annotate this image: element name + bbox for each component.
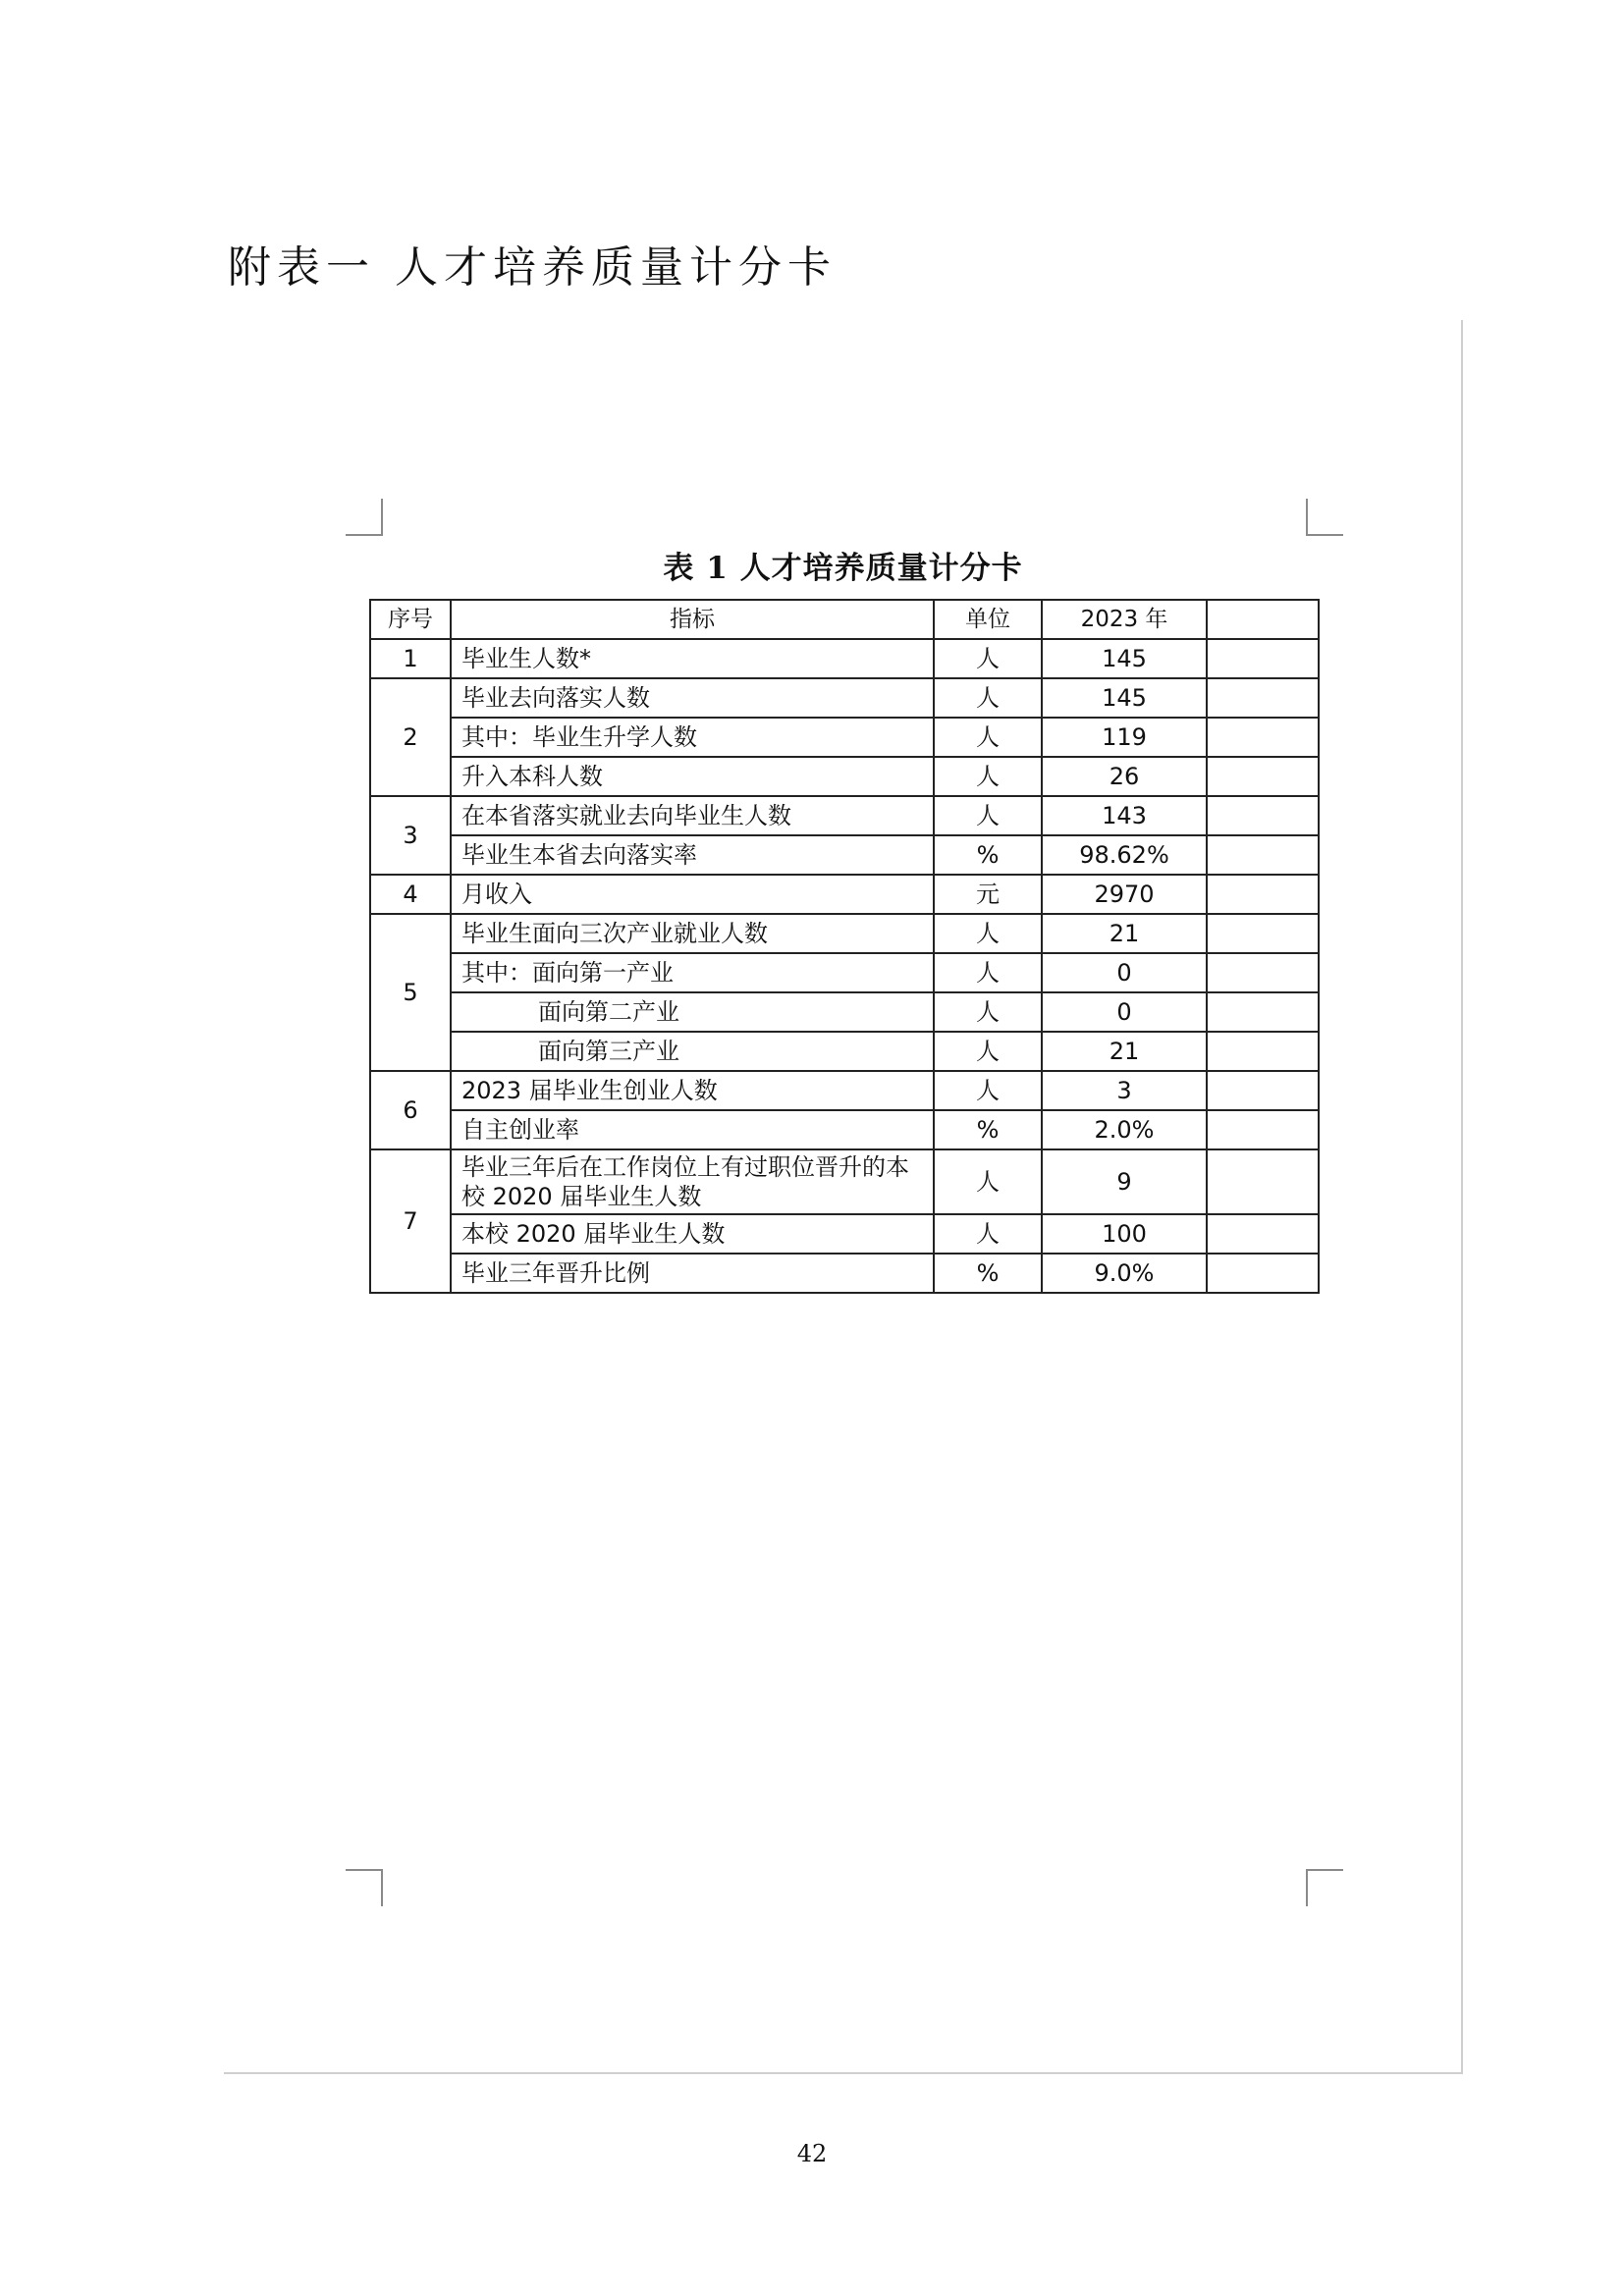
seq-cell: 1 [370, 639, 451, 678]
blank-cell [1207, 718, 1319, 757]
unit-cell: 元 [934, 875, 1042, 914]
value-cell: 0 [1042, 992, 1207, 1032]
table-row [370, 678, 1319, 718]
unit-cell: 人 [934, 757, 1042, 796]
value-cell: 143 [1042, 796, 1207, 835]
table-row [370, 1254, 1319, 1293]
unit-cell: 人 [934, 796, 1042, 835]
unit-cell: % [934, 835, 1042, 875]
blank-cell [1207, 1032, 1319, 1071]
table-row [370, 1110, 1319, 1149]
unit-cell: 人 [934, 1214, 1042, 1254]
blank-cell [1207, 992, 1319, 1032]
indicator-cell: 在本省落实就业去向毕业生人数 [451, 796, 934, 835]
value-cell: 145 [1042, 639, 1207, 678]
table-row [370, 992, 1319, 1032]
value-cell: 26 [1042, 757, 1207, 796]
table-row [370, 953, 1319, 992]
blank-cell [1207, 1110, 1319, 1149]
value-cell: 119 [1042, 718, 1207, 757]
crop-mark-top-right [1306, 499, 1343, 536]
page-frame-bottom-edge [224, 2072, 1463, 2074]
blank-cell [1207, 1149, 1319, 1214]
unit-cell: 人 [934, 718, 1042, 757]
value-cell: 98.62% [1042, 835, 1207, 875]
value-cell: 2.0% [1042, 1110, 1207, 1149]
value-cell: 2970 [1042, 875, 1207, 914]
table-row [370, 914, 1319, 953]
unit-cell: 人 [934, 1032, 1042, 1071]
blank-cell [1207, 914, 1319, 953]
table-row [370, 718, 1319, 757]
column-header-unit: 单位 [934, 600, 1042, 639]
seq-cell: 5 [370, 914, 451, 1071]
value-cell: 9 [1042, 1149, 1207, 1214]
table-row [370, 639, 1319, 678]
table-row [370, 1149, 1319, 1214]
column-header-seq: 序号 [370, 600, 451, 639]
indicator-cell: 其中：面向第一产业 [451, 953, 934, 992]
blank-cell [1207, 1214, 1319, 1254]
column-header-blank [1207, 600, 1319, 639]
blank-cell [1207, 796, 1319, 835]
value-cell: 0 [1042, 953, 1207, 992]
unit-cell: 人 [934, 914, 1042, 953]
indicator-cell: 毕业生人数* [451, 639, 934, 678]
unit-cell: 人 [934, 639, 1042, 678]
indicator-cell: 毕业三年晋升比例 [451, 1254, 934, 1293]
blank-cell [1207, 639, 1319, 678]
seq-cell: 4 [370, 875, 451, 914]
indicator-cell: 月收入 [451, 875, 934, 914]
blank-cell [1207, 835, 1319, 875]
seq-cell: 6 [370, 1071, 451, 1149]
unit-cell: % [934, 1254, 1042, 1293]
table-row [370, 835, 1319, 875]
table-row [370, 875, 1319, 914]
value-cell: 100 [1042, 1214, 1207, 1254]
value-cell: 21 [1042, 914, 1207, 953]
table-row [370, 1214, 1319, 1254]
table-header-row [370, 600, 1319, 639]
blank-cell [1207, 678, 1319, 718]
blank-cell [1207, 875, 1319, 914]
seq-cell: 3 [370, 796, 451, 875]
column-header-indicator: 指标 [451, 600, 934, 639]
table-row [370, 1071, 1319, 1110]
indicator-cell: 毕业生面向三次产业就业人数 [451, 914, 934, 953]
seq-cell: 2 [370, 678, 451, 796]
seq-cell: 7 [370, 1149, 451, 1293]
value-cell: 9.0% [1042, 1254, 1207, 1293]
crop-mark-bottom-right [1306, 1869, 1343, 1906]
indicator-cell: 面向第三产业 [451, 1032, 934, 1071]
indicator-cell: 其中：毕业生升学人数 [451, 718, 934, 757]
blank-cell [1207, 1254, 1319, 1293]
unit-cell: 人 [934, 1149, 1042, 1214]
crop-mark-top-left [346, 499, 383, 536]
indicator-cell: 自主创业率 [451, 1110, 934, 1149]
value-cell: 145 [1042, 678, 1207, 718]
table-title: 表 1 人才培养质量计分卡 [663, 551, 1023, 586]
indicator-cell: 毕业生本省去向落实率 [451, 835, 934, 875]
crop-mark-bottom-left [346, 1869, 383, 1906]
unit-cell: % [934, 1110, 1042, 1149]
column-header-year: 2023 年 [1042, 600, 1207, 639]
indicator-cell: 2023 届毕业生创业人数 [451, 1071, 934, 1110]
indicator-cell: 升入本科人数 [451, 757, 934, 796]
unit-cell: 人 [934, 678, 1042, 718]
indicator-cell: 本校 2020 届毕业生人数 [451, 1214, 934, 1254]
value-cell: 3 [1042, 1071, 1207, 1110]
blank-cell [1207, 953, 1319, 992]
unit-cell: 人 [934, 1071, 1042, 1110]
blank-cell [1207, 1071, 1319, 1110]
quality-scorecard-table [369, 599, 1320, 1294]
page-number: 42 [796, 2140, 828, 2167]
value-cell: 21 [1042, 1032, 1207, 1071]
table-row [370, 796, 1319, 835]
indicator-cell: 毕业去向落实人数 [451, 678, 934, 718]
unit-cell: 人 [934, 953, 1042, 992]
blank-cell [1207, 757, 1319, 796]
unit-cell: 人 [934, 992, 1042, 1032]
indicator-cell: 面向第二产业 [451, 992, 934, 1032]
page-frame-right-edge [1461, 320, 1463, 2073]
table-row [370, 757, 1319, 796]
appendix-heading: 附表一 人才培养质量计分卡 [228, 242, 837, 293]
table-row [370, 1032, 1319, 1071]
indicator-cell: 毕业三年后在工作岗位上有过职位晋升的本校 2020 届毕业生人数 [451, 1149, 934, 1214]
